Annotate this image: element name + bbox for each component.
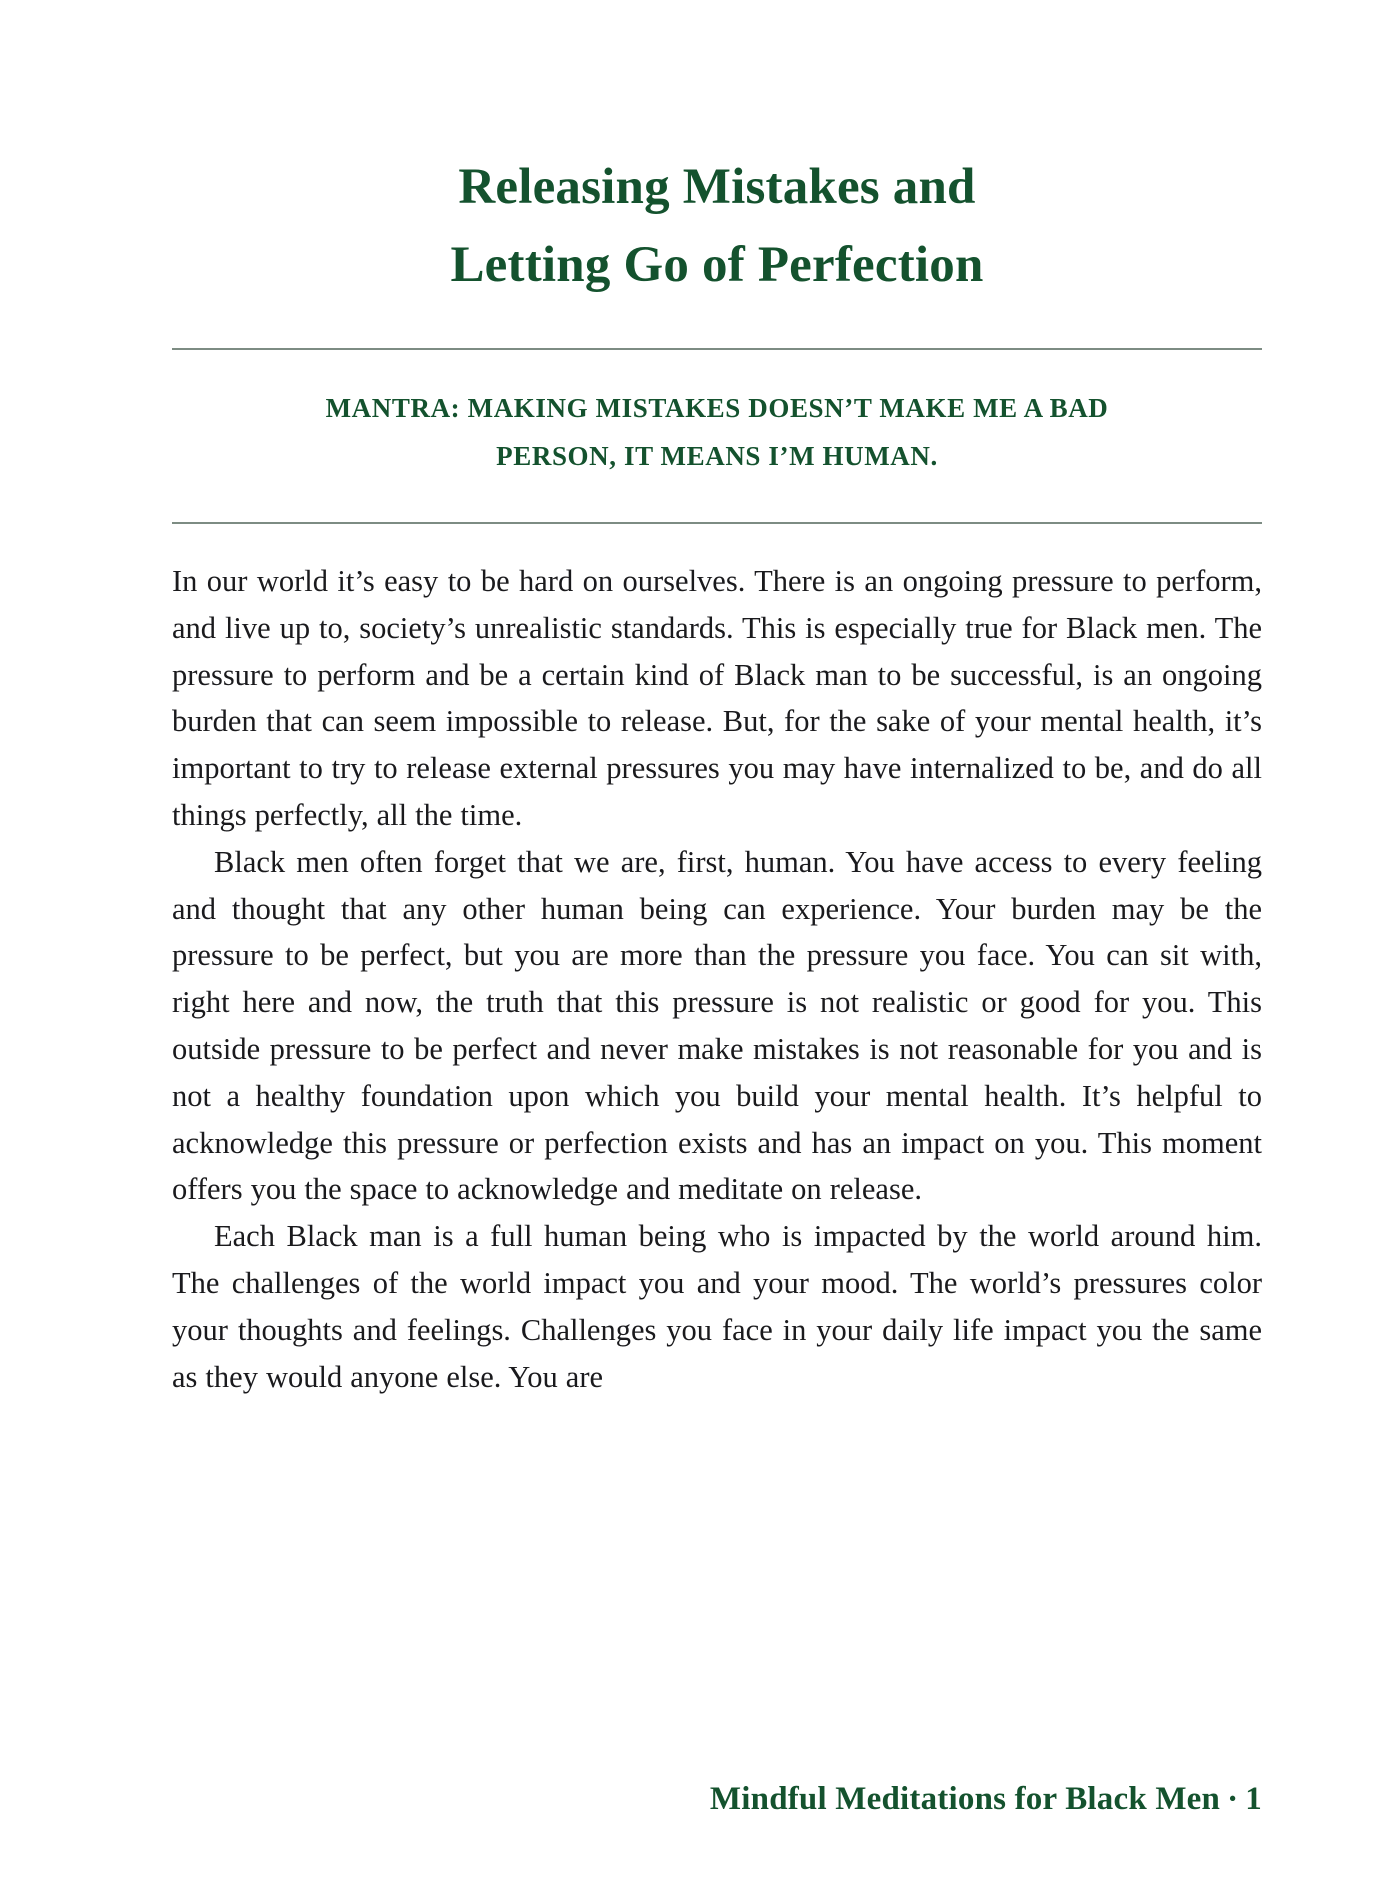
footer-book-title: Mindful Meditations for Black Men	[709, 1781, 1221, 1817]
footer-page-number: 1	[1245, 1781, 1262, 1817]
chapter-title-line-1: Releasing Mistakes and	[458, 159, 976, 215]
footer-separator: ·	[1227, 1781, 1239, 1817]
page-content	[172, 0, 1262, 1400]
chapter-title	[172, 0, 1262, 304]
mantra-line-1: MANTRA: MAKING MISTAKES DOESN’T MAKE ME A BAD	[325, 393, 1109, 423]
chapter-title-line-2: Letting Go of Perfection	[450, 237, 984, 293]
body-copy	[172, 524, 1262, 1400]
page-footer	[172, 1778, 1262, 1820]
body-paragraph-1: In our world it’s easy to be hard on ourselves. There is an ongoing pressure to perform, and live up to, society’s unrealistic standards. This is especially true for Black men. The pressure to perform and be a certain kind of Black man to be successful, is an ongoing burden that can seem impossible to release. But, for the sake of your mental health, it’s important to try to release external pressures you may have internalized to be, and do all things perfectly, all the time.	[172, 564, 1262, 832]
mantra-block	[172, 350, 1262, 486]
mantra-line-2: PERSON, IT MEANS I’M HUMAN.	[496, 441, 938, 471]
body-paragraph-2: Black men often forget that we are, first, human. You have access to every feeling and thought that any other human being can experience. Your burden may be the pressure to be perfect, but you are more than the pressure you face. You can sit with, right here and now, the truth that this pressure is not realistic or good for you. This outside pressure to be perfect and never make mistakes is not reasonable for you and is not a healthy foundation upon which you build your mental health. It’s helpful to acknowledge this pressure or perfection exists and has an impact on you. This moment offers you the space to acknowledge and meditate on release.	[172, 844, 1262, 1207]
body-paragraph-3: Each Black man is a full human being who is impacted by the world around him. The challenges of the world impact you and your mood. The world’s pressures color your thoughts and feelings. Challenges you face in your daily life impact you the same as they would anyone else. You are	[172, 1219, 1262, 1394]
